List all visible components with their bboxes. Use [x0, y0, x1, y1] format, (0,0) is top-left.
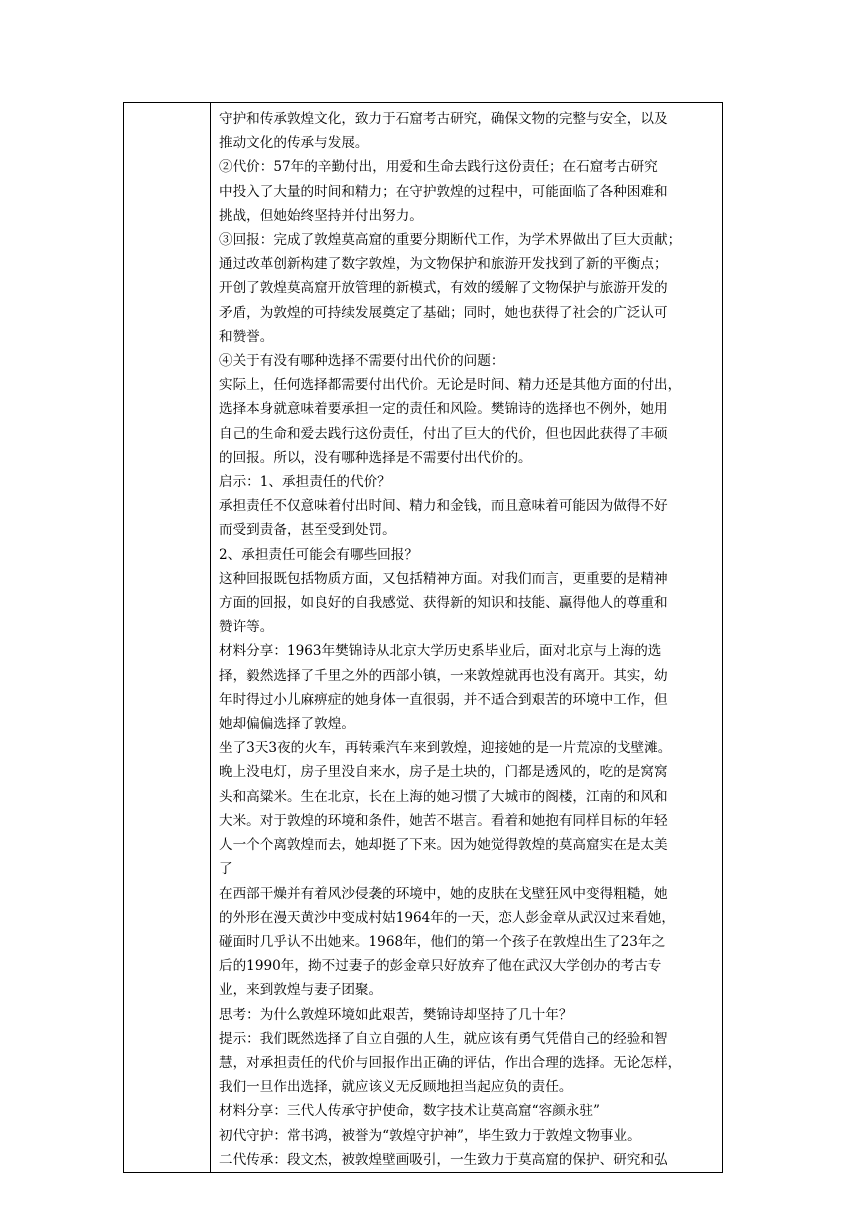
right-cell	[211, 103, 723, 1173]
text-line: 的外形在漫天黄沙中变成村姑1964年的一天，恋人彭金章从武汉过来看她，	[219, 909, 675, 926]
text-line: 我们一旦作出选择，就应该义无反顾地担当起应负的责任。	[219, 1079, 573, 1096]
text-line: 中投入了大量的时间和精力；在守护敦煌的过程中，可能面临了各种困难和	[219, 183, 668, 200]
text-line: 选择本身就意味着要承担一定的责任和风险。樊锦诗的选择也不例外，她用	[219, 401, 668, 418]
text-line: 在西部干燥并有着风沙侵袭的环境中，她的皮肤在戈壁狂风中变得粗糙，她	[219, 885, 668, 902]
text-line: 业，来到敦煌与妻子团聚。	[219, 982, 383, 999]
text-line: 开创了敦煌莫高窟开放管理的新模式，有效的缓解了文物保护与旅游开发的	[219, 280, 668, 297]
text-line: 人一个个离敦煌而去，她却挺了下来。因为她觉得敦煌的莫高窟实在是太美	[219, 837, 668, 854]
text-line: 这种回报既包括物质方面，又包括精神方面。对我们而言，更重要的是精神	[219, 570, 668, 587]
text-line: 守护和传承敦煌文化，致力于石窟考古研究，确保文物的完整与安全，以及	[219, 111, 668, 127]
text-line: 二代传承：段文杰，被敦煌壁画吸引，一生致力于莫高窟的保护、研究和弘	[219, 1151, 668, 1168]
text-line: 提示：我们既然选择了自立自强的人生，就应该有勇气凭借自己的经验和智	[219, 1030, 668, 1047]
left-cell	[124, 103, 211, 1173]
text-line: 思考：为什么敦煌环境如此艰苦，樊锦诗却坚持了几十年？	[219, 1006, 573, 1023]
content-table	[123, 102, 723, 1173]
text-line: 年时得过小儿麻痹症的她身体一直很弱，并不适合到艰苦的环境中工作，但	[219, 691, 668, 708]
text-line: 材料分享：三代人传承守护使命，数字技术让莫高窟“容颜永驻”	[219, 1103, 600, 1120]
document-body	[211, 103, 722, 1172]
text-line: 挑战，但她始终坚持并付出努力。	[219, 207, 423, 224]
text-line: 后的1990年，拗不过妻子的彭金章只好放弃了他在武汉大学创办的考古专	[219, 958, 662, 975]
text-line: 通过改革创新构建了数字敦煌，为文物保护和旅游开发找到了新的平衡点；	[219, 256, 668, 273]
text-line: 大米。对于敦煌的环境和条件，她苦不堪言。看着和她抱有同样目标的年轻	[219, 812, 668, 829]
text-line: 初代守护：常书鸿，被誉为“敦煌守护神”，毕生致力于敦煌文物事业。	[219, 1127, 641, 1144]
text-line: ②代价：57年的辛勤付出，用爱和生命去践行这份责任；在石窟考古研究	[219, 159, 658, 176]
text-line: 承担责任不仅意味着付出时间、精力和金钱，而且意味着可能因为做得不好	[219, 498, 668, 515]
text-line: 实际上，任何选择都需要付出代价。无论是时间、精力还是其他方面的付出，	[219, 377, 682, 394]
text-line: 矛盾，为敦煌的可持续发展奠定了基础；同时，她也获得了社会的广泛认可	[219, 304, 668, 321]
text-line: 择，毅然选择了千里之外的西部小镇，一来敦煌就再也没有离开。其实，幼	[219, 667, 668, 684]
text-line: 她却偏偏选择了敦煌。	[219, 716, 355, 733]
text-line: 而受到责备，甚至受到处罚。	[219, 522, 396, 539]
text-line: 赞许等。	[219, 619, 274, 636]
text-line: 方面的回报，如良好的自我感觉、获得新的知识和技能、赢得他人的尊重和	[219, 595, 668, 612]
text-line: 2、承担责任可能会有哪些回报？	[219, 546, 418, 563]
text-line: 坐了3天3夜的火车，再转乘汽车来到敦煌，迎接她的是一片荒凉的戈壁滩。	[219, 740, 672, 757]
text-line: 晚上没电灯，房子里没自来水，房子是土块的，门都是透风的，吃的是窝窝	[219, 764, 668, 781]
text-line: ④关于有没有哪种选择不需要付出代价的问题：	[219, 353, 505, 370]
text-line: 慧，对承担责任的代价与回报作出正确的评估，作出合理的选择。无论怎样，	[219, 1054, 682, 1071]
text-line: 推动文化的传承与发展。	[219, 135, 369, 152]
text-line: 的回报。所以，没有哪种选择是不需要付出代价的。	[219, 449, 532, 466]
text-line: 了	[219, 861, 233, 878]
text-line: 自己的生命和爱去践行这份责任，付出了巨大的代价，但也因此获得了丰硕	[219, 425, 668, 442]
text-line: 头和高粱米。生在北京，长在上海的她习惯了大城市的阁楼，江南的和风和	[219, 788, 668, 805]
table-row	[124, 103, 723, 1173]
text-line: 和赞誉。	[219, 328, 274, 345]
text-line: 材料分享：1963年樊锦诗从北京大学历史系毕业后，面对北京与上海的选	[219, 643, 662, 660]
text-line: ③回报：完成了敦煌莫高窟的重要分期断代工作，为学术界做出了巨大贡献；	[219, 232, 682, 249]
text-line: 碰面时几乎认不出她来。1968年，他们的第一个孩子在敦煌出生了23年之	[219, 933, 666, 950]
text-line: 启示：1、承担责任的代价？	[219, 474, 391, 491]
